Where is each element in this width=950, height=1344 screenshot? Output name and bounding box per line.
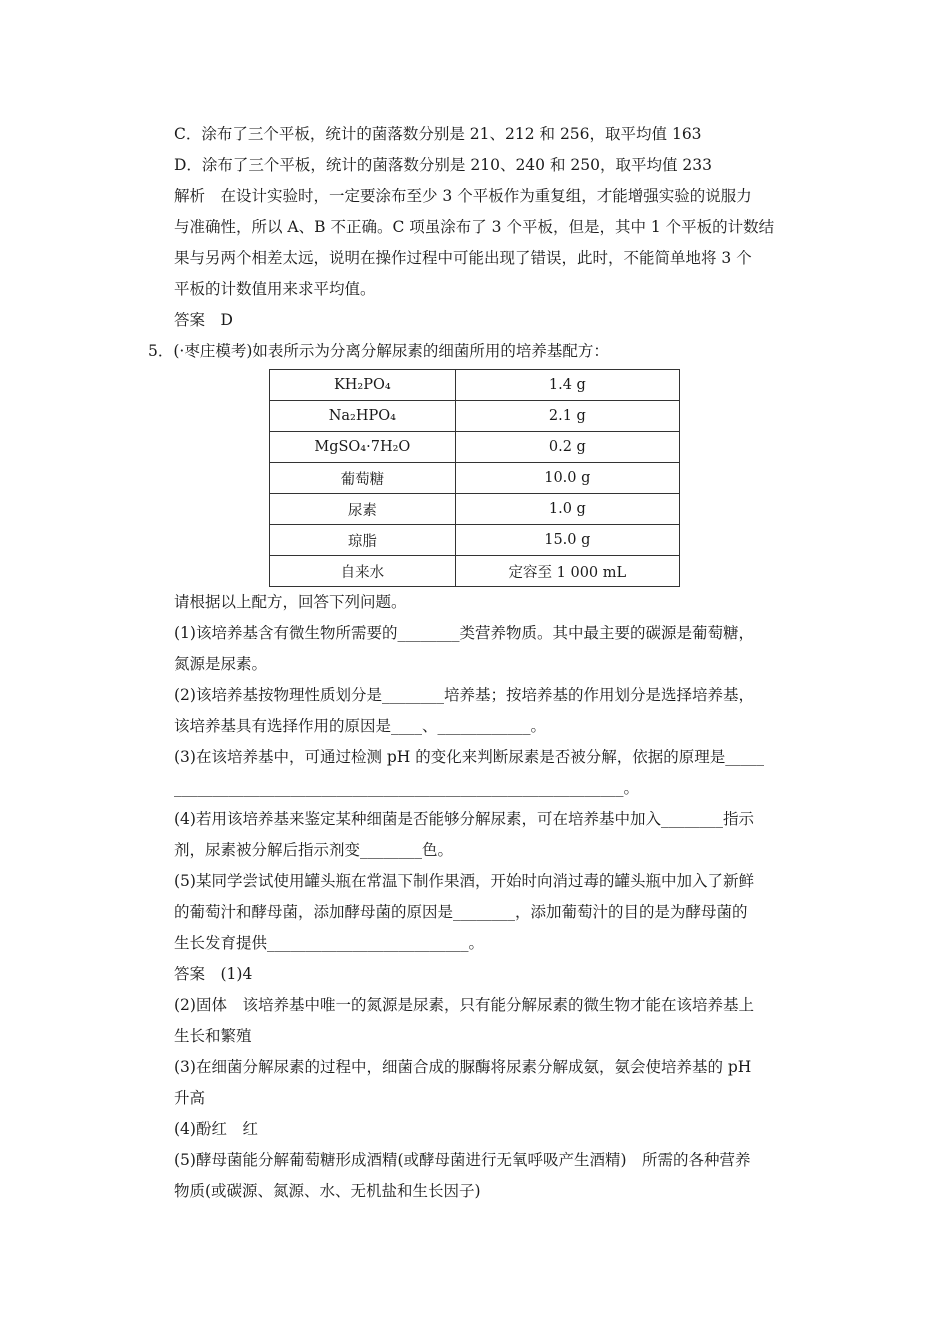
option-c: C．涂布了三个平板，统计的菌落数分别是 21、212 和 256，取平均值 163 xyxy=(174,125,702,143)
analysis-line-3: 果与另两个相差太远，说明在操作过程中可能出现了错误，此时，不能简单地将 3 个 xyxy=(174,249,752,267)
question-5-title: 5．(·枣庄模考)如表所示为分离分解尿素的细菌所用的培养基配方： xyxy=(148,342,609,360)
sub-question-5-cont-1: 的葡萄汁和酵母菌，添加酵母菌的原因是________，添加葡萄汁的目的是为酵母菌的 xyxy=(174,903,748,921)
table-row xyxy=(270,432,680,463)
table-row xyxy=(270,370,680,401)
ingredient-cell: 葡萄糖 xyxy=(270,463,456,494)
analysis-line-2: 与准确性，所以 A、B 不正确。C 项虽涂布了 3 个平板，但是，其中 1 个平板的计数结 xyxy=(174,218,775,236)
instruction-line: 请根据以上配方，回答下列问题。 xyxy=(174,593,407,611)
answer-5-part-3: (3)在细菌分解尿素的过程中，细菌合成的脲酶将尿素分解成氨，氨会使培养基的 pH xyxy=(174,1058,752,1076)
table-row xyxy=(270,463,680,494)
table-row xyxy=(270,525,680,556)
answer-5-part-2: (2)固体 该培养基中唯一的氮源是尿素，只有能分解尿素的微生物才能在该培养基上 xyxy=(174,996,754,1014)
amount-cell: 定容至 1 000 mL xyxy=(455,556,679,587)
sub-question-4: (4)若用该培养基来鉴定某种细菌是否能够分解尿素，可在培养基中加入________指示 xyxy=(174,810,754,828)
ingredient-cell: MgSO₄·7H₂O xyxy=(270,432,456,463)
ingredient-cell: 自来水 xyxy=(270,556,456,587)
answer-5-part-5: (5)酵母菌能分解葡萄糖形成酒精(或酵母菌进行无氧呼吸产生酒精) 所需的各种营养 xyxy=(174,1151,751,1169)
ingredient-cell: Na₂HPO₄ xyxy=(270,401,456,432)
table-row xyxy=(270,401,680,432)
sub-question-5-cont-2: 生长发育提供__________________________。 xyxy=(174,934,485,952)
analysis-line-1: 解析 在设计实验时，一定要涂布至少 3 个平板作为重复组，才能增强实验的说服力 xyxy=(174,187,752,205)
answer-5-part-4: (4)酚红 红 xyxy=(174,1120,258,1138)
sub-question-5: (5)某同学尝试使用罐头瓶在常温下制作果酒，开始时向消过毒的罐头瓶中加入了新鲜 xyxy=(174,872,754,890)
sub-question-2: (2)该培养基按物理性质划分是________培养基；按培养基的作用划分是选择培养基， xyxy=(174,686,754,704)
analysis-line-4: 平板的计数值用来求平均值。 xyxy=(174,280,376,298)
sub-question-3: (3)在该培养基中，可通过检测 pH 的变化来判断尿素是否被分解，依据的原理是_____ xyxy=(174,748,765,766)
answer-5-part-2-cont: 生长和繁殖 xyxy=(174,1027,252,1045)
amount-cell: 1.0 g xyxy=(455,494,679,525)
ingredient-cell: 琼脂 xyxy=(270,525,456,556)
answer-5-part-3-cont: 升高 xyxy=(174,1089,206,1107)
amount-cell: 1.4 g xyxy=(455,370,679,401)
table-row xyxy=(270,556,680,587)
sub-question-4-cont: 剂，尿素被分解后指示剂变________色。 xyxy=(174,841,454,859)
sub-question-1-cont: 氮源是尿素。 xyxy=(174,655,268,673)
answer-5-part-1: 答案 (1)4 xyxy=(174,965,253,983)
recipe-table xyxy=(269,369,680,587)
table-row xyxy=(270,494,680,525)
answer-4: 答案 D xyxy=(174,311,233,329)
ingredient-cell: 尿素 xyxy=(270,494,456,525)
amount-cell: 15.0 g xyxy=(455,525,679,556)
sub-question-2-cont: 该培养基具有选择作用的原因是____、____________。 xyxy=(174,717,547,735)
sub-question-1: (1)该培养基含有微生物所需要的________类营养物质。其中最主要的碳源是葡萄糖， xyxy=(174,624,754,642)
answer-5-part-5-cont: 物质(或碳源、氮源、水、无机盐和生长因子) xyxy=(174,1182,481,1200)
amount-cell: 0.2 g xyxy=(455,432,679,463)
ingredient-cell: KH₂PO₄ xyxy=(270,370,456,401)
option-d: D．涂布了三个平板，统计的菌落数分别是 210、240 和 250，取平均值 233 xyxy=(174,156,712,174)
amount-cell: 2.1 g xyxy=(455,401,679,432)
amount-cell: 10.0 g xyxy=(455,463,679,494)
sub-question-3-cont: __________________________________________________________。 xyxy=(174,779,640,797)
